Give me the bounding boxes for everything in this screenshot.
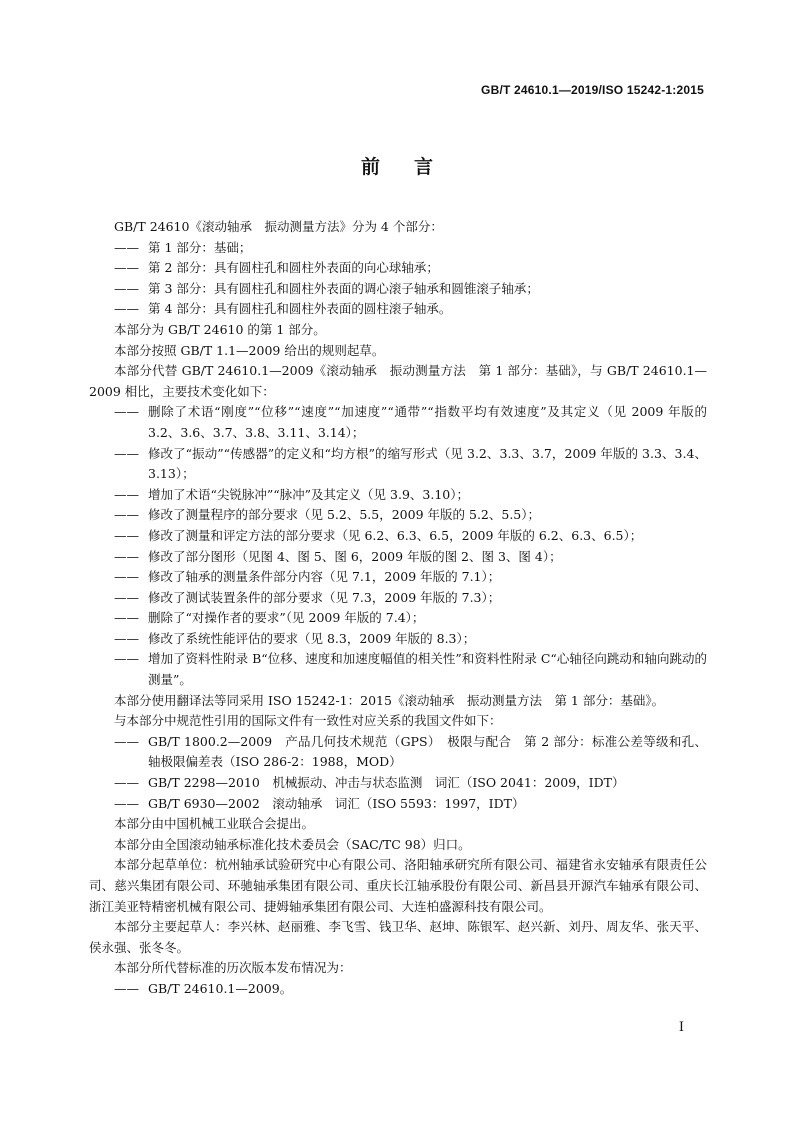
list-dash: —— xyxy=(114,733,139,749)
paragraph: 本部分主要起草人：李兴林、赵丽雅、李飞雪、钱卫华、赵坤、陈银军、赵兴新、刘丹、周友华、张天平、侯永强、张冬冬。 xyxy=(89,919,707,955)
list-dash: —— xyxy=(114,795,139,811)
page-title: 前言 xyxy=(360,156,467,178)
list-item-text: GB/T 6930—2002 滚动轴承 词汇（ISO 5593：1997，IDT） xyxy=(148,795,525,811)
list-item xyxy=(89,485,707,506)
list-dash: —— xyxy=(114,301,139,317)
list-item xyxy=(89,979,707,1000)
paragraph: 本部分为 GB/T 24610 的第 1 部分。 xyxy=(114,321,326,337)
list-item xyxy=(89,279,707,300)
list-item-text: GB/T 24610.1—2009。 xyxy=(148,980,293,996)
list-dash: —— xyxy=(114,507,139,523)
list-item-text: GB/T 2298—2010 机械振动、冲击与状态监测 词汇（ISO 2041：2009，IDT） xyxy=(148,775,625,791)
list-item xyxy=(89,732,707,773)
paragraph: GB/T 24610《滚动轴承 振动测量方法》分为 4 个部分： xyxy=(114,219,443,234)
list-item xyxy=(89,547,707,568)
list-dash: —— xyxy=(114,486,139,502)
list-item-text: 第 1 部分：基础； xyxy=(148,239,252,255)
list-dash: —— xyxy=(114,404,139,420)
list-item xyxy=(89,773,707,794)
list-dash: —— xyxy=(114,651,139,667)
list-item-text: 删除了“对操作者的要求”（见 2009 年版的 7.4）； xyxy=(148,610,425,626)
paragraph: 本部分所代替标准的历次版本发布情况为： xyxy=(114,960,352,976)
list-item xyxy=(89,649,707,690)
list-item xyxy=(89,567,707,588)
list-dash: —— xyxy=(114,527,139,543)
list-item-text: 第 4 部分：具有圆柱孔和圆柱外表面的圆柱滚子轴承。 xyxy=(148,301,452,317)
standard-number-header: GB/T 24610.1—2019/ISO 15242-1:2015 xyxy=(481,83,704,97)
list-item xyxy=(89,299,707,320)
list-item-text: 修改了测试装置条件的部分要求（见 7.3，2009 年版的 7.3）； xyxy=(148,589,501,605)
list-dash: —— xyxy=(114,569,139,585)
list-dash: —— xyxy=(114,445,139,461)
list-item-text: 修改了轴承的测量条件部分内容（见 7.1，2009 年版的 7.1）； xyxy=(148,569,501,585)
paragraph: 本部分由中国机械工业联合会提出。 xyxy=(114,816,315,832)
list-item-text: 修改了系统性能评估的要求（见 8.3，2009 年版的 8.3）； xyxy=(148,630,476,646)
list-item-text: 修改了测量和评定方法的部分要求（见 6.2、6.3、6.5，2009 年版的 6.2、6.3、6.5）； xyxy=(148,527,643,543)
list-dash: —— xyxy=(114,775,139,791)
list-dash: —— xyxy=(114,548,139,564)
paragraph: 本部分使用翻译法等同采用 ISO 15242-1：2015《滚动轴承 振动测量方法 第 1 部分：基础》。 xyxy=(114,692,665,708)
document-body xyxy=(89,217,707,1000)
list-item xyxy=(89,608,707,629)
list-item xyxy=(89,588,707,609)
list-item-text: 删除了术语“刚度”“位移”“速度”“加速度”“通带”“指数平均有效速度”及其定义（见 2009 年版的 3.2、3.6、3.7、3.8、3.11、3.14）； xyxy=(148,404,707,440)
list-dash: —— xyxy=(114,980,139,996)
list-item-text: GB/T 1800.2—2009 产品几何技术规范（GPS） 极限与配合 第 2 部分：标准公差等级和孔、轴极限偏差表（ISO 286-2：1988，MOD） xyxy=(148,733,707,770)
paragraph: 本部分按照 GB/T 1.1—2009 给出的规则起草。 xyxy=(114,342,385,358)
list-item-text: 修改了部分图形（见图 4、图 5、图 6，2009 年版的图 2、图 3、图 4）； xyxy=(148,548,562,564)
list-item xyxy=(89,505,707,526)
list-item xyxy=(89,526,707,547)
list-item xyxy=(89,629,707,650)
list-dash: —— xyxy=(114,630,139,646)
list-item-text: 修改了测量程序的部分要求（见 5.2、5.5，2009 年版的 5.2、5.5）； xyxy=(148,507,540,523)
paragraph: 与本部分中规范性引用的国际文件有一致性对应关系的我国文件如下： xyxy=(114,713,502,729)
list-item-text: 修改了“振动”“传感器”的定义和“均方根”的缩写形式（见 3.2、3.3、3.7，2009 年版的 3.3、3.4、3.13）； xyxy=(148,445,707,482)
list-item xyxy=(89,238,707,259)
paragraph: 本部分由全国滚动轴承标准化技术委员会（SAC/TC 98）归口。 xyxy=(114,836,471,852)
list-dash: —— xyxy=(114,280,139,296)
list-item xyxy=(89,402,707,443)
list-item-text: 增加了术语“尖锐脉冲”“脉冲”及其定义（见 3.9、3.10）； xyxy=(148,486,469,502)
list-dash: —— xyxy=(114,260,139,276)
list-item xyxy=(89,794,707,815)
list-item-text: 第 2 部分：具有圆柱孔和圆柱外表面的向心球轴承； xyxy=(148,260,439,276)
list-dash: —— xyxy=(114,610,139,626)
paragraph: 本部分代替 GB/T 24610.1—2009《滚动轴承 振动测量方法 第 1 部分：基础》，与 GB/T 24610.1—2009 相比，主要技术变化如下： xyxy=(89,363,707,399)
list-item-text: 增加了资料性附录 B“位移、速度和加速度幅值的相关性”和资料性附录 C“心轴径向跳动和轴向跳动的测量”。 xyxy=(148,651,707,688)
paragraph: 本部分起草单位：杭州轴承试验研究中心有限公司、洛阳轴承研究所有限公司、福建省永安轴承有限责任公司、慈兴集团有限公司、环驰轴承集团有限公司、重庆长江轴承股份有限公司、新昌县开源汽车轴承有限公司、浙江美亚特精密机械有限公司、捷姆轴承集团有限公司、大连柏盛源科技有限公司。 xyxy=(89,857,707,914)
list-item xyxy=(89,444,707,485)
list-item xyxy=(89,258,707,279)
list-dash: —— xyxy=(114,239,139,255)
list-dash: —— xyxy=(114,589,139,605)
page-number: I xyxy=(678,1020,684,1035)
list-item-text: 第 3 部分：具有圆柱孔和圆柱外表面的调心滚子轴承和圆锥滚子轴承； xyxy=(148,280,539,296)
